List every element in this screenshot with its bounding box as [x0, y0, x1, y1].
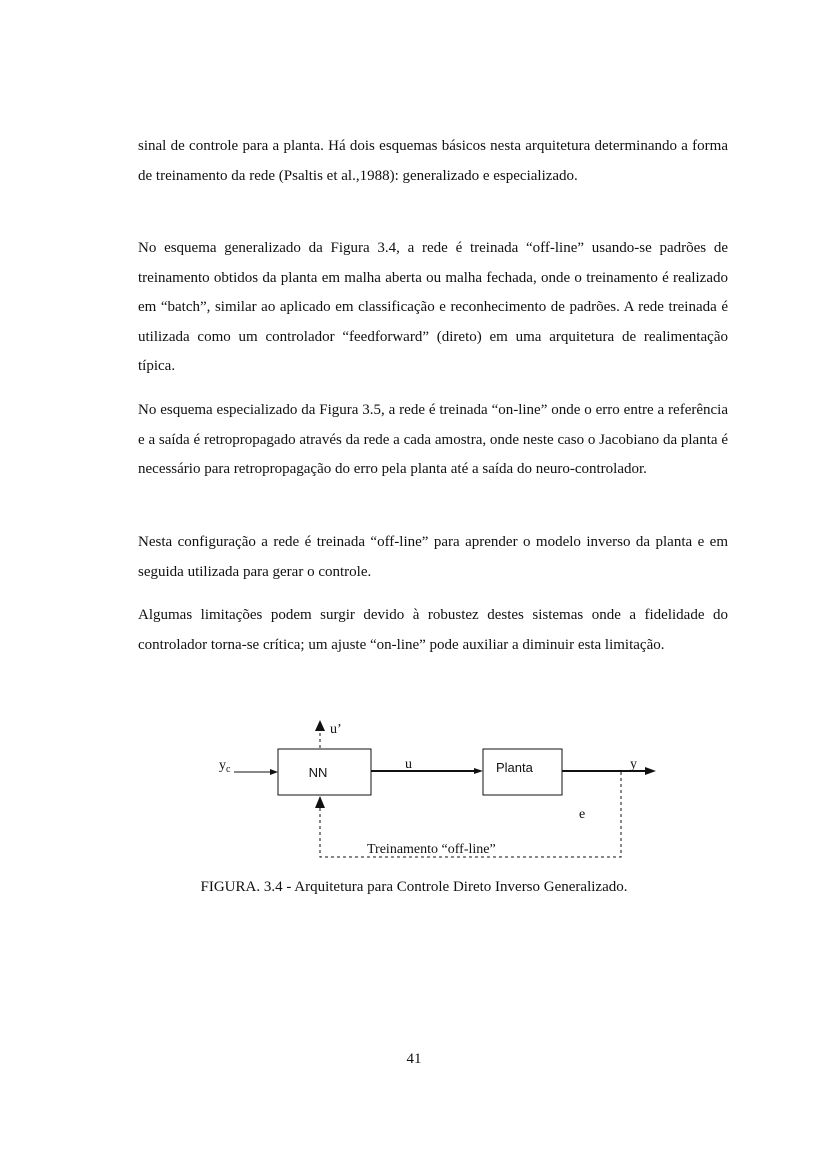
paragraph-5: Algumas limitações podem surgir devido à robustez destes sistemas onde a fidelidade do controlador torna-se crítica; um ajuste “on-line” pode auxiliar a diminuir esta limitação.	[138, 607, 728, 653]
output-arrowhead	[645, 767, 656, 775]
u-prime-arrowhead	[315, 720, 325, 731]
paragraph-4: Nesta configuração a rede é treinada “off-line” para aprender o modelo inverso da planta e em seguida utilizada para gerar o controle.	[138, 534, 728, 580]
e-label: e	[579, 807, 586, 822]
feedback-arrowhead	[315, 796, 325, 808]
input-arrowhead	[270, 769, 278, 775]
nn-label: NN	[308, 765, 328, 780]
u-prime-label: u’	[330, 722, 342, 737]
u-label: u	[405, 757, 412, 772]
input-label: $y_c$	[219, 758, 231, 775]
paragraph-1: sinal de controle para a planta. Há dois esquemas básicos nesta arquitetura determinando a forma de treinamento da rede (Psaltis et al.,1988): generalizado e especializado.	[138, 138, 728, 184]
page-number: 41	[406, 1051, 422, 1067]
paragraph-2: No esquema generalizado da Figura 3.4, a rede é treinada “off-line” usando-se padrões de treinamento obtidos da planta em malha aberta ou malha fechada, onde o treinamento é realizado em “batch”, similar ao aplicado em classificação e reconhecimento de padrões. A rede treinada é utilizada como um controlador “feedforward” (direto) em uma arquitetura de realimentação típica.	[138, 240, 728, 374]
plant-label: Planta	[496, 760, 533, 775]
paragraph-3: No esquema especializado da Figura 3.5, a rede é treinada “on-line” onde o erro entre a referência e a saída é retropropagado através da rede a cada amostra, onde neste caso o Jacobiano da planta é necessário para retropropagação do erro pela planta até a saída do neuro-controlador.	[138, 402, 728, 477]
y-label: y	[630, 757, 637, 772]
feedback-label: Treinamento “off-line”	[367, 842, 496, 857]
u-arrowhead	[474, 768, 483, 774]
figure-caption: FIGURA. 3.4 - Arquitetura para Controle Direto Inverso Generalizado.	[200, 879, 628, 895]
